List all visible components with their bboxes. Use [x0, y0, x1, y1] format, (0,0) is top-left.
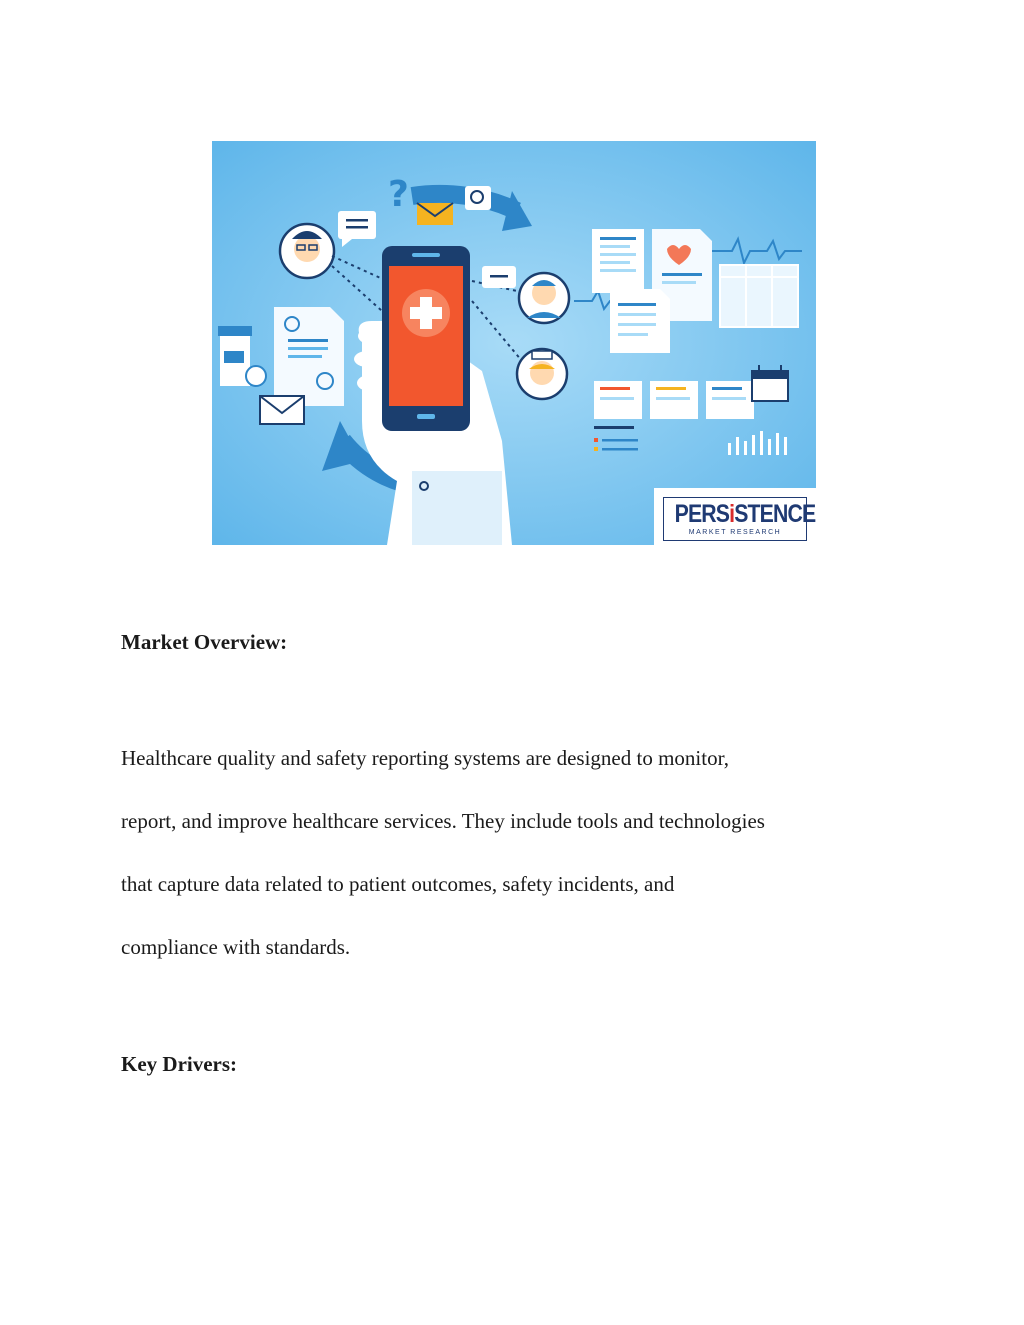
paragraph-line: report, and improve healthcare services. They include tools and technologies [121, 809, 765, 833]
paragraph-line: compliance with standards. [121, 935, 351, 959]
brand-logo-frame [663, 497, 816, 541]
envelope-icon [260, 396, 304, 424]
medical-cross-icon [402, 289, 450, 337]
hero-illustration [212, 141, 816, 545]
brand-logo-wordmark: PERSiSTENCE [674, 500, 816, 528]
calendar-icon [752, 365, 788, 401]
section-heading-key-drivers: Key Drivers: [121, 1052, 238, 1076]
doctor-avatar-icon [280, 224, 334, 278]
patient-avatar-icon [519, 273, 569, 323]
brand-logo [654, 488, 816, 545]
section-heading-market-overview: Market Overview: [121, 630, 288, 654]
smartphone-icon [382, 246, 470, 431]
info-card [594, 381, 642, 419]
info-card [650, 381, 698, 419]
document-icon [592, 229, 644, 293]
chat-bubble-icon [465, 186, 491, 210]
table-widget [720, 265, 798, 327]
paragraph-line: Healthcare quality and safety reporting systems are designed to monitor, [121, 746, 729, 770]
envelope-icon [417, 203, 453, 225]
document-icon [274, 307, 344, 406]
info-card [706, 381, 754, 419]
paragraph-line: that capture data related to patient outcomes, safety incidents, and [121, 872, 675, 896]
chat-bubble-icon [482, 266, 516, 288]
brand-logo-tagline: MARKET RESEARCH [688, 529, 782, 536]
document-icon [610, 289, 670, 353]
nurse-avatar-icon [517, 349, 567, 399]
question-mark-icon: ? [388, 174, 409, 215]
